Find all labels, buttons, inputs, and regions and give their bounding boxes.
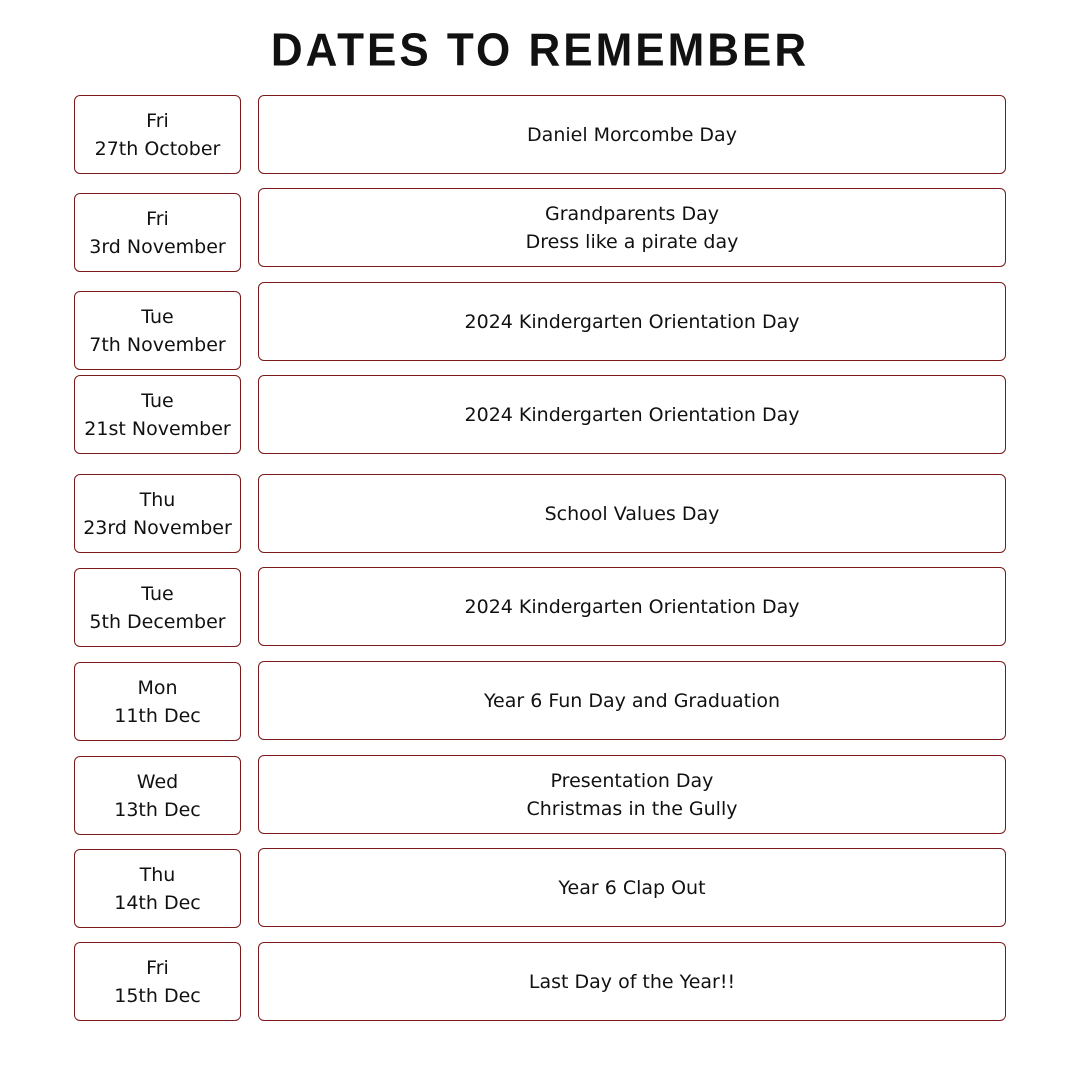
date-box — [74, 756, 241, 835]
event-box — [258, 848, 1006, 927]
date-text: 14th Dec — [114, 891, 201, 914]
event-box — [258, 755, 1006, 834]
event-text: Year 6 Clap Out — [558, 876, 706, 899]
event-box — [258, 95, 1006, 174]
date-day: Mon — [137, 676, 178, 699]
event-box — [258, 188, 1006, 267]
event-text: 2024 Kindergarten Orientation Day — [464, 595, 800, 618]
date-text: 15th Dec — [114, 984, 201, 1007]
event-box — [258, 474, 1006, 553]
date-text: 3rd November — [89, 235, 226, 258]
date-day: Wed — [136, 770, 179, 793]
event-text: Last Day of the Year!! — [528, 970, 736, 993]
date-day: Tue — [141, 305, 174, 328]
date-text: 5th December — [89, 610, 226, 633]
date-day: Thu — [139, 863, 176, 886]
event-text-secondary: Christmas in the Gully — [526, 797, 738, 820]
date-box — [74, 375, 241, 454]
date-text: 13th Dec — [114, 798, 201, 821]
date-box — [74, 95, 241, 174]
date-day: Fri — [146, 956, 169, 979]
event-box — [258, 375, 1006, 454]
date-text: 27th October — [94, 137, 221, 160]
date-text: 11th Dec — [114, 704, 201, 727]
page-title: DATES TO REMEMBER — [270, 24, 810, 77]
date-box — [74, 193, 241, 272]
date-text: 7th November — [89, 333, 226, 356]
date-box — [74, 474, 241, 553]
event-box — [258, 282, 1006, 361]
event-text-secondary: Dress like a pirate day — [525, 230, 739, 253]
event-text: Grandparents Day — [544, 202, 719, 225]
date-box — [74, 662, 241, 741]
event-text: Presentation Day — [550, 769, 714, 792]
date-text: 21st November — [84, 417, 231, 440]
date-day: Tue — [141, 582, 174, 605]
event-text: 2024 Kindergarten Orientation Day — [464, 310, 800, 333]
date-box — [74, 291, 241, 370]
event-box — [258, 661, 1006, 740]
date-day: Fri — [146, 207, 169, 230]
event-text: Daniel Morcombe Day — [527, 123, 737, 146]
date-day: Tue — [141, 389, 174, 412]
event-text: 2024 Kindergarten Orientation Day — [464, 403, 800, 426]
event-box — [258, 567, 1006, 646]
date-box — [74, 568, 241, 647]
date-box — [74, 942, 241, 1021]
event-box — [258, 942, 1006, 1021]
date-day: Thu — [139, 488, 176, 511]
event-text: Year 6 Fun Day and Graduation — [483, 689, 781, 712]
date-text: 23rd November — [83, 516, 232, 539]
date-day: Fri — [146, 109, 169, 132]
event-text: School Values Day — [544, 502, 720, 525]
date-box — [74, 849, 241, 928]
